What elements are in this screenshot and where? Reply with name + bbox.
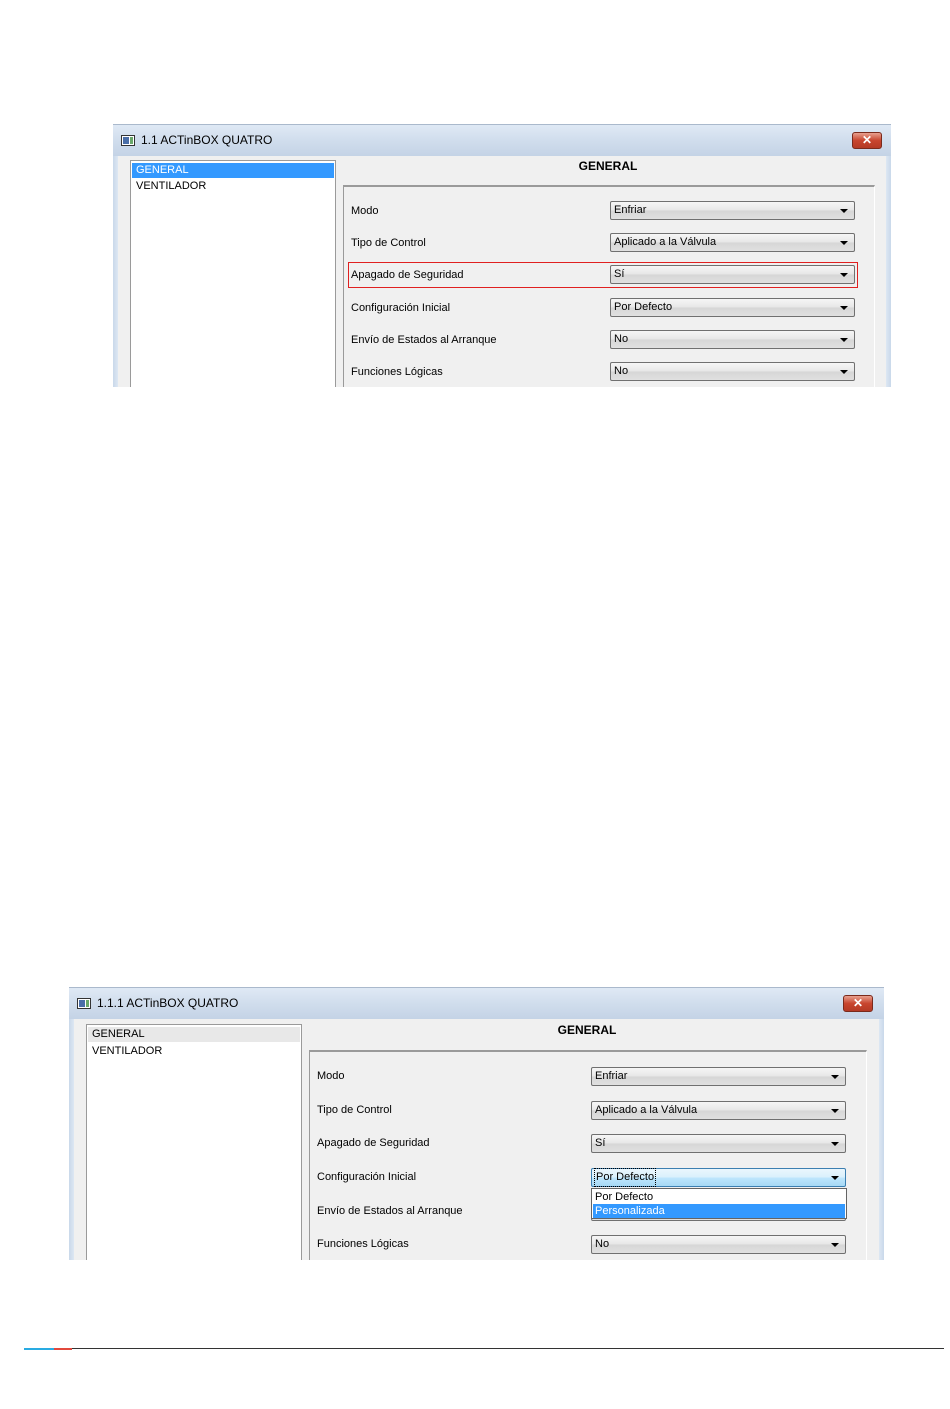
parameter-tree — [86, 1024, 302, 1260]
parameters-window-1 — [113, 124, 891, 387]
select-funciones-logicas[interactable] — [610, 362, 855, 381]
chevron-down-icon — [840, 338, 848, 342]
label-configuracion-inicial: Configuración Inicial — [317, 1171, 417, 1183]
label-tipo-control: Tipo de Control — [317, 1104, 392, 1116]
chevron-down-icon — [831, 1176, 839, 1180]
tree-item-general[interactable]: GENERAL — [132, 163, 334, 178]
select-modo[interactable] — [610, 201, 855, 220]
window-frame-left — [69, 1019, 74, 1260]
chevron-down-icon — [831, 1142, 839, 1146]
tree-item-general[interactable]: GENERAL — [88, 1027, 300, 1042]
window-frame-right — [886, 156, 891, 387]
select-value: No — [595, 1238, 610, 1250]
window-frame-left — [113, 156, 118, 387]
select-modo[interactable] — [591, 1067, 846, 1086]
parameters-window-2 — [69, 987, 884, 1260]
option-personalizada[interactable]: Personalizada — [593, 1204, 845, 1218]
chevron-down-icon — [831, 1075, 839, 1079]
select-value: No — [614, 365, 629, 377]
label-envio-estados: Envío de Estados al Arranque — [351, 334, 497, 346]
footer-rule — [24, 1348, 944, 1349]
footer-accent-red — [54, 1348, 72, 1350]
select-value: Por Defecto — [595, 1169, 655, 1186]
select-value: Sí — [595, 1137, 606, 1149]
chevron-down-icon — [840, 273, 848, 277]
app-window-icon — [77, 998, 91, 1009]
window-frame-right — [879, 1019, 884, 1260]
app-window-icon — [121, 135, 135, 146]
label-tipo-control: Tipo de Control — [351, 237, 426, 249]
label-modo: Modo — [317, 1070, 345, 1082]
select-value: Aplicado a la Válvula — [595, 1104, 698, 1116]
window-title: 1.1.1 ACTinBOX QUATRO — [97, 996, 239, 1010]
select-value: Sí — [614, 268, 625, 280]
select-value: Enfriar — [614, 204, 647, 216]
chevron-down-icon — [840, 306, 848, 310]
parameter-tree — [130, 160, 336, 387]
select-value: Enfriar — [595, 1070, 628, 1082]
configuracion-inicial-dropdown-list — [591, 1188, 847, 1219]
chevron-down-icon — [840, 209, 848, 213]
label-funciones-logicas: Funciones Lógicas — [317, 1238, 409, 1250]
label-configuracion-inicial: Configuración Inicial — [351, 302, 451, 314]
select-funciones-logicas[interactable] — [591, 1235, 846, 1254]
label-modo: Modo — [351, 205, 379, 217]
select-configuracion-inicial[interactable] — [610, 298, 855, 317]
option-por-defecto[interactable]: Por Defecto — [595, 1191, 654, 1203]
select-value: Aplicado a la Válvula — [614, 236, 717, 248]
select-value: Por Defecto — [614, 301, 673, 313]
section-title: GENERAL — [578, 159, 638, 173]
select-value: No — [614, 333, 629, 345]
title-bar — [69, 987, 884, 1019]
select-tipo-control[interactable] — [610, 233, 855, 252]
window-title: 1.1 ACTinBOX QUATRO — [141, 133, 273, 147]
chevron-down-icon — [840, 370, 848, 374]
tree-item-ventilador[interactable]: VENTILADOR — [92, 1045, 163, 1057]
label-funciones-logicas: Funciones Lógicas — [351, 366, 443, 378]
select-apagado-seguridad[interactable] — [591, 1134, 846, 1153]
select-apagado-seguridad[interactable] — [610, 265, 855, 284]
close-button[interactable]: ✕ — [852, 132, 882, 149]
select-configuracion-inicial[interactable] — [591, 1168, 846, 1187]
section-title: GENERAL — [557, 1023, 617, 1037]
title-bar — [113, 124, 891, 156]
chevron-down-icon — [831, 1243, 839, 1247]
close-button[interactable]: ✕ — [843, 995, 873, 1012]
chevron-down-icon — [840, 241, 848, 245]
chevron-down-icon — [831, 1109, 839, 1113]
label-envio-estados: Envío de Estados al Arranque — [317, 1205, 463, 1217]
select-tipo-control[interactable] — [591, 1101, 846, 1120]
select-envio-estados[interactable] — [610, 330, 855, 349]
footer-accent-blue — [24, 1348, 54, 1350]
tree-item-ventilador[interactable]: VENTILADOR — [136, 180, 207, 192]
label-apagado-seguridad: Apagado de Seguridad — [351, 269, 464, 281]
label-apagado-seguridad: Apagado de Seguridad — [317, 1137, 430, 1149]
